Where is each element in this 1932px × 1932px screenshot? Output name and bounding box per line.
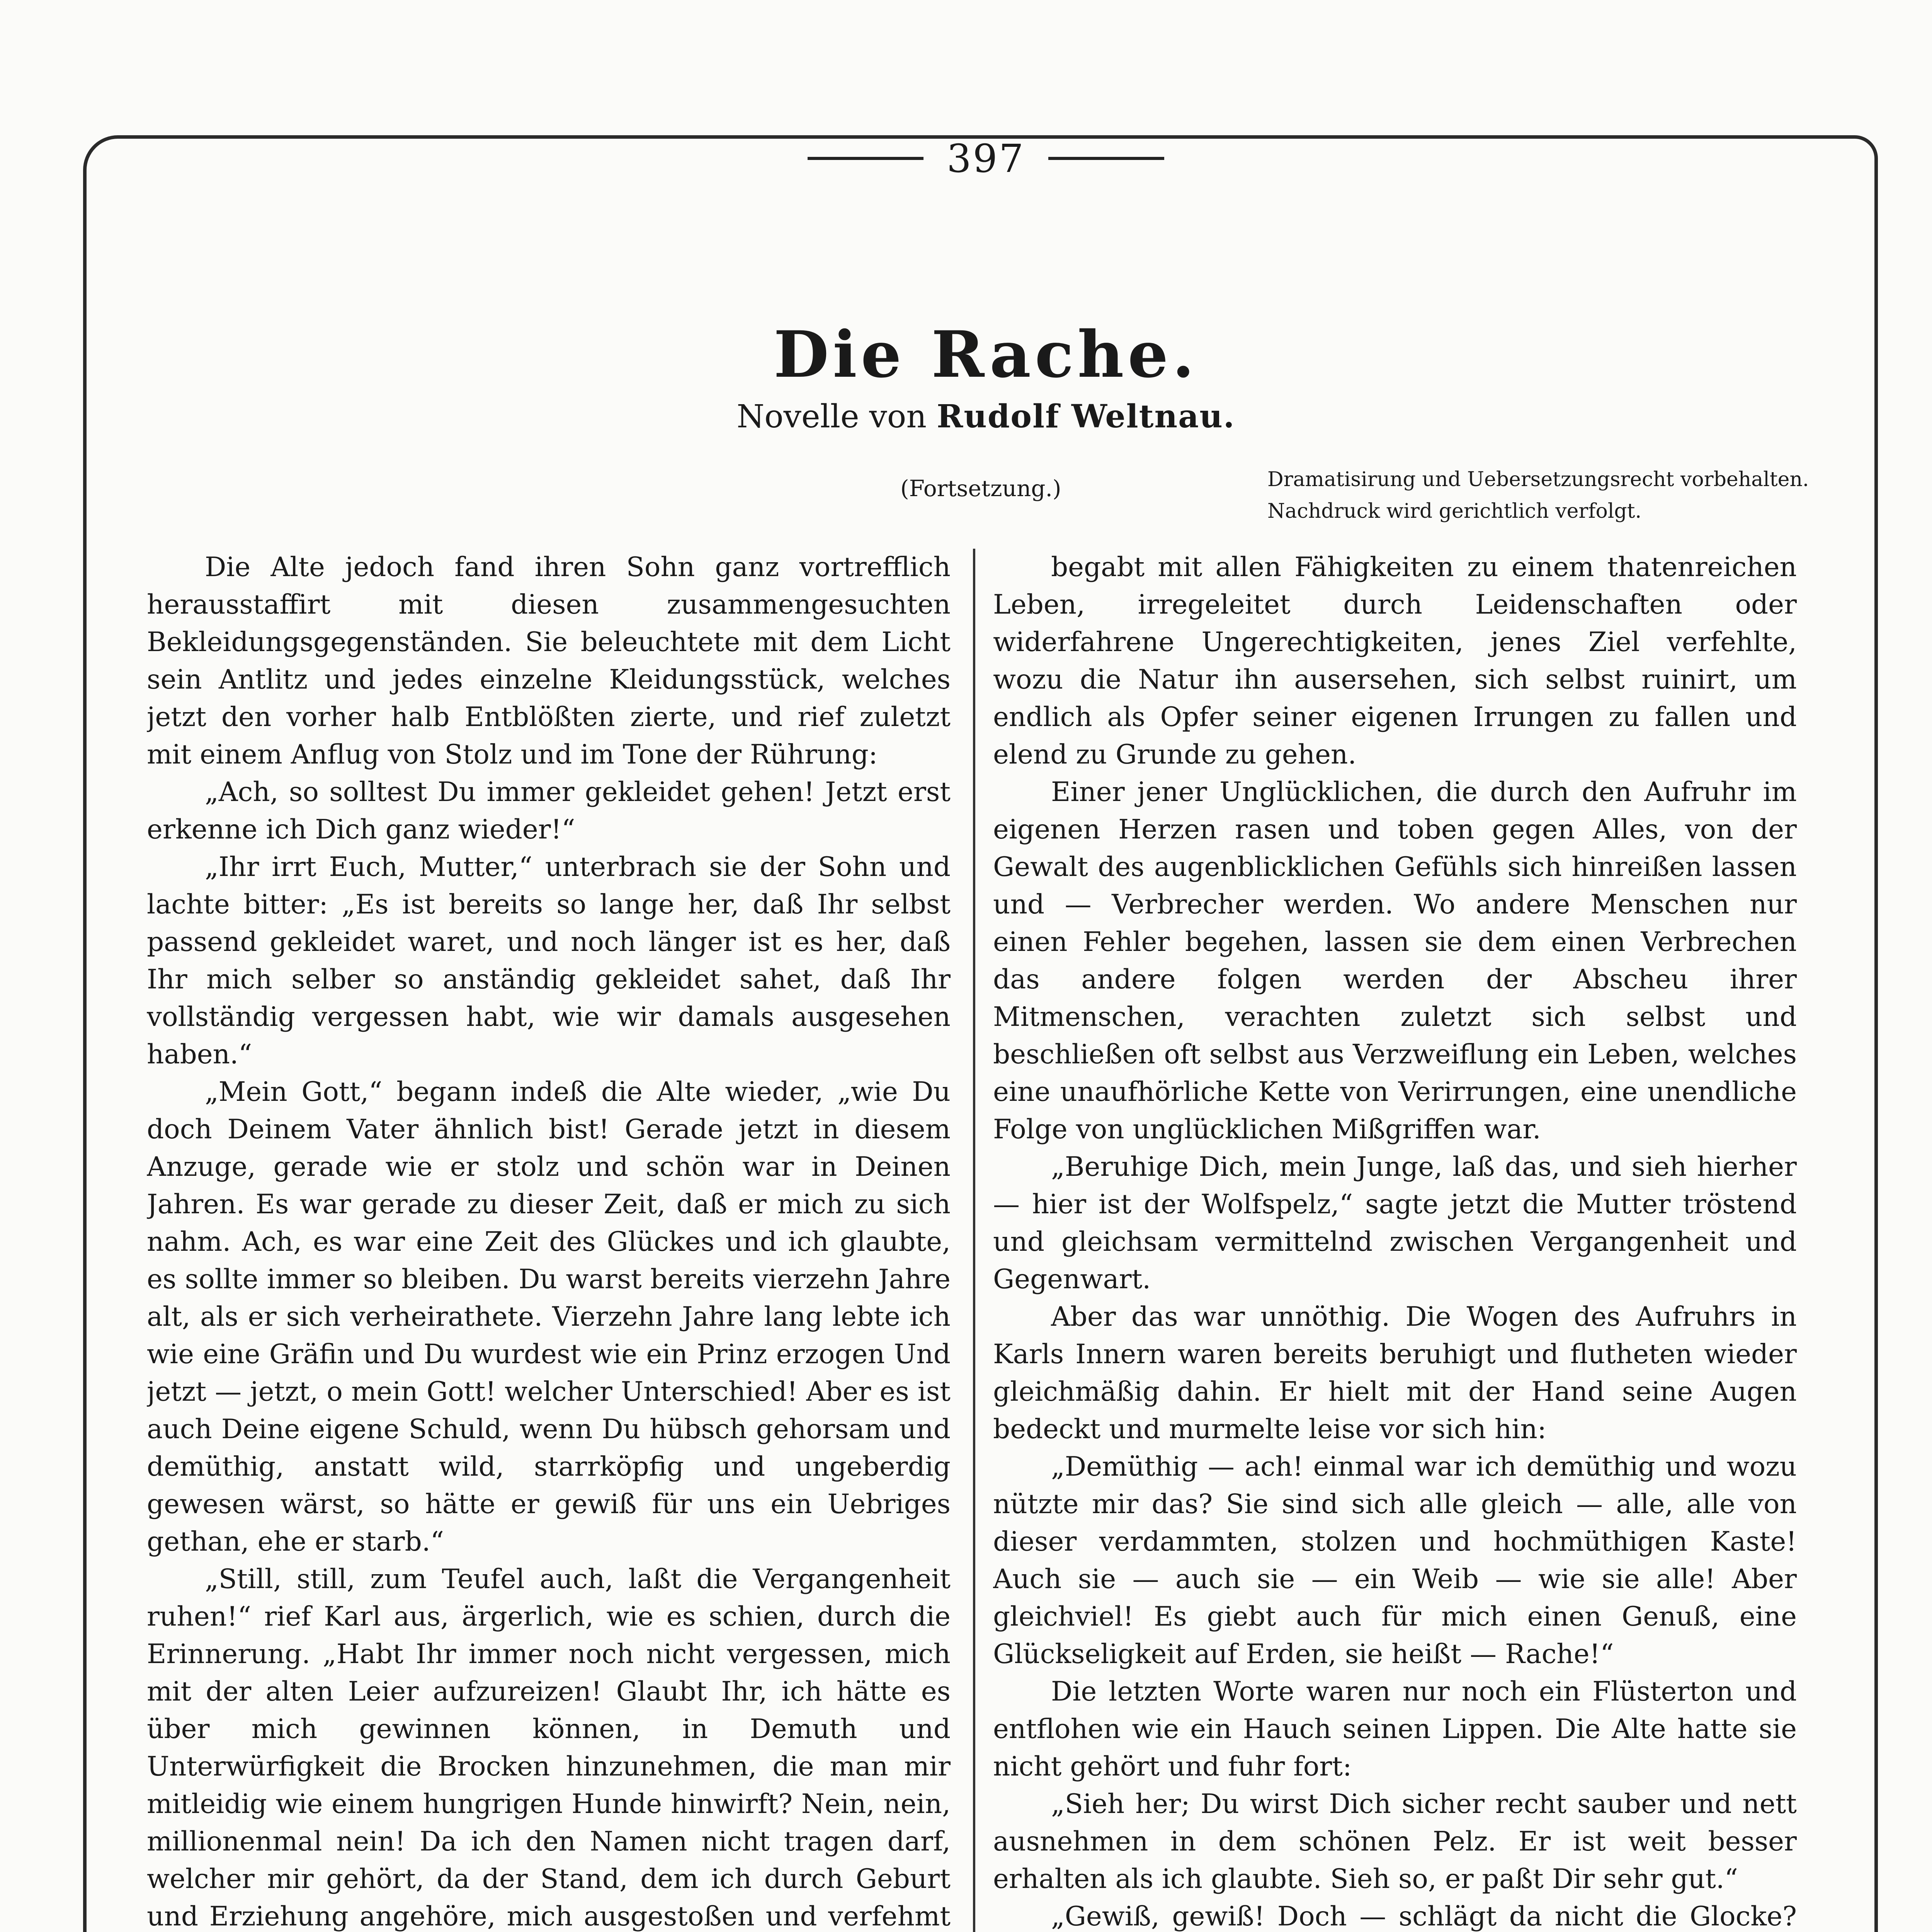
author-name: Rudolf Weltnau.: [937, 398, 1235, 435]
rights-notice-line-1: Dramatisirung und Uebersetzungsrecht vorbehalten.: [1267, 468, 1809, 491]
article-subtitle: [0, 398, 1932, 435]
paragraph: „Mein Gott,“ begann indeß die Alte wieder, „wie Du doch Deinem Vater ähnlich bist! Gerade jetzt in diesem Anzuge, gerade wie er stolz und schön war in Deinen Jahren. Es war gerade zu dieser Zeit, daß er mich zu sich nahm. Ach, es war eine Zeit des Glückes und ich glaubte, es sollte immer so bleiben. Du warst bereits vierzehn Jahre alt, als er sich verheirathete. Vierzehn Jahre lang lebte ich wie eine Gräfin und Du wurdest wie ein Prinz erzogen Und jetzt — jetzt, o mein Gott! welcher Unterschied! Aber es ist auch Deine eigene Schuld, wenn Du hübsch gehorsam und demüthig, anstatt wild, starrköpfig und ungeberdig gewesen wärst, so hätte er gewiß für uns ein Uebriges gethan, ehe er starb.“: [147, 1077, 951, 1557]
paragraph: „Still, still, zum Teufel auch, laßt die Vergangenheit ruhen!“ rief Karl aus, ärgerlich, wie es schien, durch die Erinnerung. „Habt Ihr immer noch nicht vergessen, mich mit der alten Leier aufzureizen! Glaubt Ihr, ich hätte es über mich gewinnen können, in Demuth und Unterwürfigkeit die Brocken hinzunehmen, die man mir mitleidig wie einem hungrigen Hunde hinwirft? Nein, nein, millionenmal nein! Da ich den Namen nicht tragen darf, welcher mir gehört, da der Stand, dem ich durch Geburt und Erziehung angehöre, mich ausgestoßen und verfehmt: [147, 1564, 951, 1932]
rights-notice: [1267, 464, 1870, 527]
text-column-left: [147, 549, 951, 1932]
paragraph: Einer jener Unglücklichen, die durch den Aufruhr im eigenen Herzen rasen und toben gegen Alles, von der Gewalt des augenblicklichen Gefühls sich hinreißen lassen und — Verbrecher werden. Wo andere Menschen nur einen Fehler begehen, lassen sie dem einen Verbrechen das andere folgen werden der Abscheu ihrer Mitmenschen, verachten zuletzt sich selbst und beschließen oft selbst aus Verzweiflung ein Leben, welches eine unaufhörliche Kette von Verirrungen, eine unendliche Folge von unglücklichen Mißgriffen war.: [993, 777, 1797, 1145]
paragraph: „Ach, so solltest Du immer gekleidet gehen! Jetzt erst erkenne ich Dich ganz wieder!“: [147, 777, 951, 845]
header-rule-left: [808, 157, 923, 160]
paragraph: Die letzten Worte waren nur noch ein Flüsterton und entflohen wie ein Hauch seinen Lippen. Die Alte hatte sie nicht gehört und fuhr fort:: [993, 1676, 1797, 1782]
text-column-right: [993, 549, 1797, 1932]
paragraph: Die Alte jedoch fand ihren Sohn ganz vortrefflich herausstaffirt mit diesen zusammengesuchten Bekleidungsgegenständen. Sie beleuchtete mit dem Licht sein Antlitz und jedes einzelne Kleidungsstück, welches jetzt den vorher halb Entblößten zierte, und rief zuletzt mit einem Anflug von Stolz und im Tone der Rührung:: [147, 552, 951, 770]
paragraph: begabt mit allen Fähigkeiten zu einem thatenreichen Leben, irregeleitet durch Leidenschaften oder widerfahrene Ungerechtigkeiten, jenes Ziel verfehlte, wozu die Natur ihn ausersehen, sich selbst ruinirt, um endlich als Opfer seiner eigenen Irrungen zu fallen und elend zu Grunde zu gehen.: [993, 552, 1797, 770]
article-title: Die Rache.: [774, 317, 1198, 392]
continued-label: (Fortsetzung.): [900, 475, 1061, 502]
page-number: 397: [947, 136, 1025, 181]
column-divider: [973, 549, 975, 1932]
page-header: [0, 128, 1932, 189]
header-rule-right: [1048, 157, 1164, 160]
paragraph: „Beruhige Dich, mein Junge, laß das, und sieh hierher — hier ist der Wolfspelz,“ sagte jetzt die Mutter tröstend und gleichsam vermittelnd zwischen Vergangenheit und Gegenwart.: [993, 1151, 1797, 1295]
paragraph: „Demüthig — ach! einmal war ich demüthig und wozu nützte mir das? Sie sind sich alle gleich — alle, alle von dieser verdammten, stolzen und hochmüthigen Kaste! Auch sie — auch sie — ein Weib — wie sie alle! Aber gleichviel! Es giebt auch für mich einen Genuß, eine Glückseligkeit auf Erden, sie heißt — Rache!“: [993, 1451, 1797, 1670]
subtitle-prefix: Novelle von: [736, 398, 927, 435]
paragraph: Aber das war unnöthig. Die Wogen des Aufruhrs in Karls Innern waren bereits beruhigt und flutheten wieder gleichmäßig dahin. Er hielt mit der Hand seine Augen bedeckt und murmelte leise vor sich hin:: [993, 1301, 1797, 1445]
paragraph: „Sieh her; Du wirst Dich sicher recht sauber und nett ausnehmen in dem schönen Pelz. Er ist weit besser erhalten als ich glaubte. Sieh so, er paßt Dir sehr gut.“: [993, 1789, 1797, 1895]
rights-notice-line-2: Nachdruck wird gerichtlich verfolgt.: [1267, 500, 1642, 523]
paragraph: „Gewiß, gewiß! Doch — schlägt da nicht die Glocke?: [1051, 1901, 1797, 1932]
paragraph: „Ihr irrt Euch, Mutter,“ unterbrach sie der Sohn und lachte bitter: „Es ist bereits so lange her, daß Ihr selbst passend gekleidet waret, und noch länger ist es her, daß Ihr mich selber so anständig gekleidet sahet, daß Ihr vollständig vergessen habt, wie wir damals ausgesehen haben.“: [147, 852, 951, 1070]
